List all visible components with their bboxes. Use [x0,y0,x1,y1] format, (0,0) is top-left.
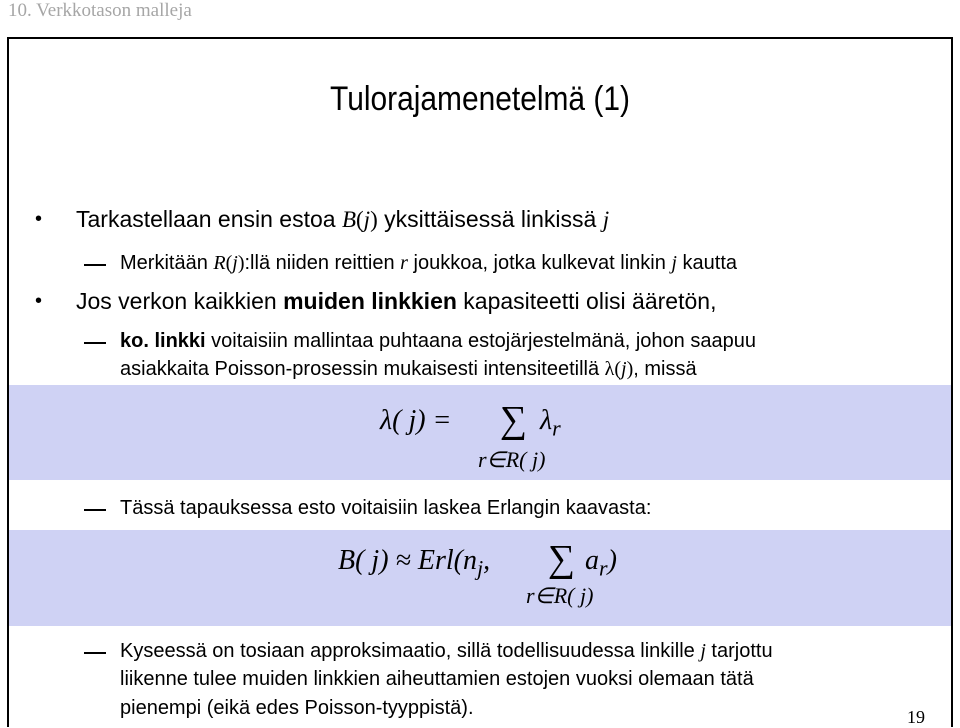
sum-symbol: ∑ [548,538,576,580]
equation-2-rhs: $a_r$) [585,545,617,581]
line-9: pienempi (eikä edes Poisson-tyyppistä). [120,697,474,719]
equation-1-under: r∈R( j) [478,447,546,472]
frame-right [951,37,953,727]
slide-title: Tulorajamenetelmä (1) [330,80,630,118]
equation-2-lhs: B( $j) \approx Erl(n_j$, [338,545,491,581]
frame-top [7,37,953,39]
page-number: 19 [907,707,925,727]
equation-1-lhs: λ( j) = [380,405,452,436]
line-1: Tarkastellaan ensin estoa B(j) yksittäisessä linkissä j [76,206,610,232]
dash [84,264,106,266]
sum-symbol: ∑ [500,399,528,441]
equation-1-rhs: $\lambda_r$ [540,405,561,441]
line-2: Merkitään R(j):llä niiden reittien r joukkoa, jotka kulkevat linkin j kautta [120,252,738,274]
line-6: Tässä tapauksessa esto voitaisiin laskea Erlangin kaavasta: [120,497,652,519]
dash [84,652,106,654]
dash [84,509,106,511]
bullet: • [35,290,43,312]
line-5: asiakkaita Poisson-prosessin mukaisesti intensiteetillä λ(j), missä [120,358,697,380]
line-7: Kyseessä on tosiaan approksimaatio, sillä todellisuudessa linkille j tarjottu [120,640,773,662]
dash [84,342,106,344]
line-3: Jos verkon kaikkien muiden linkkien kapasiteetti olisi ääretön, [76,288,717,314]
line-8: liikenne tulee muiden linkkien aiheuttamien estojen vuoksi olemaan tätä [120,668,754,690]
line-4: ko. linkki voitaisiin mallintaa puhtaana estojärjestelmänä, johon saapuu [120,330,756,352]
equation-2-under: r∈R( j) [526,583,594,608]
header: 10. Verkkotason malleja [8,0,192,21]
bullet: • [35,208,43,230]
